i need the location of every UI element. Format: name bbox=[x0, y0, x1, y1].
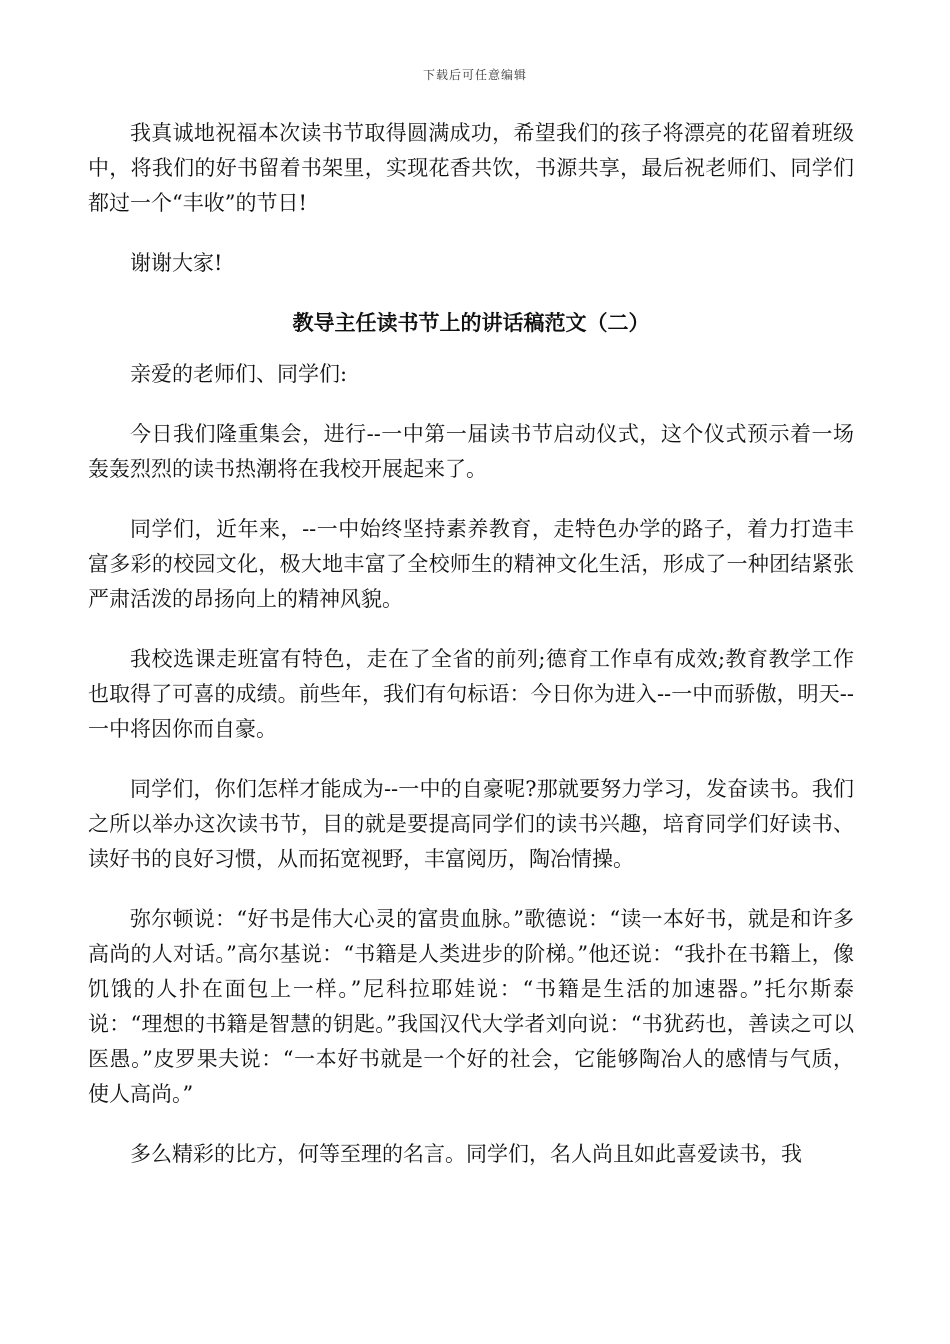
paragraph-achievements: 我校选课走班富有特色，走在了全省的前列;德育工作卓有成效;教育教学工作也取得了可喜的成绩。前些年，我们有句标语：今日你为进入--一中而骄傲，明天--一中将因你而自豪。 bbox=[88, 647, 854, 741]
page-header: 下载后可任意编辑 bbox=[422, 68, 527, 82]
paragraph-quotes: 弥尔顿说：“好书是伟大心灵的富贵血脉。”歌德说：“读一本好书，就是和许多高尚的人对话。”高尔基说：“书籍是人类进步的阶梯。”他还说：“我扑在书籍上，像饥饿的人扑在面包上一样。”尼科拉耶娃说：“书籍是生活的加速器。”托尔斯泰说：“理想的书籍是智慧的钥匙。”我国汉代大学者刘向说：“书犹药也，善读之可以医愚。”皮罗果夫说：“一本好书就是一个好的社会，它能够陶冶人的感情与气质，使人高尚。” bbox=[88, 907, 854, 1106]
paragraph-conclusion: 多么精彩的比方，何等至理的名言。同学们，名人尚且如此喜爱读书，我 bbox=[130, 1142, 802, 1166]
document-body bbox=[88, 116, 854, 1197]
paragraph-thanks: 谢谢大家! bbox=[130, 251, 223, 275]
paragraph-ceremony: 今日我们隆重集会，进行--一中第一届读书节启动仪式，这个仪式预示着一场轰轰烈烈的读书热潮将在我校开展起来了。 bbox=[88, 422, 854, 481]
paragraph-school-culture: 同学们，近年来，--一中始终坚持素养教育，走特色办学的路子，着力打造丰富多彩的校园文化，极大地丰富了全校师生的精神文化生活，形成了一种团结紧张严肃活泼的昂扬向上的精神风貌。 bbox=[88, 517, 854, 611]
paragraph-greeting: 亲爱的老师们、同学们: bbox=[130, 362, 348, 386]
paragraph-reading-purpose: 同学们，你们怎样才能成为--一中的自豪呢?那就要努力学习，发奋读书。我们之所以举办这次读书节，目的就是要提高同学们的读书兴趣，培育同学们好读书、读好书的良好习惯，从而拓宽视野，丰富阅历，陶冶情操。 bbox=[88, 777, 854, 871]
paragraph-blessing: 我真诚地祝福本次读书节取得圆满成功，希望我们的孩子将漂亮的花留着班级中，将我们的好书留着书架里，实现花香共饮，书源共享，最后祝老师们、同学们都过一个“丰收”的节日! bbox=[88, 121, 854, 215]
section-title: 教导主任读书节上的讲话稿范文（二） bbox=[292, 311, 650, 335]
